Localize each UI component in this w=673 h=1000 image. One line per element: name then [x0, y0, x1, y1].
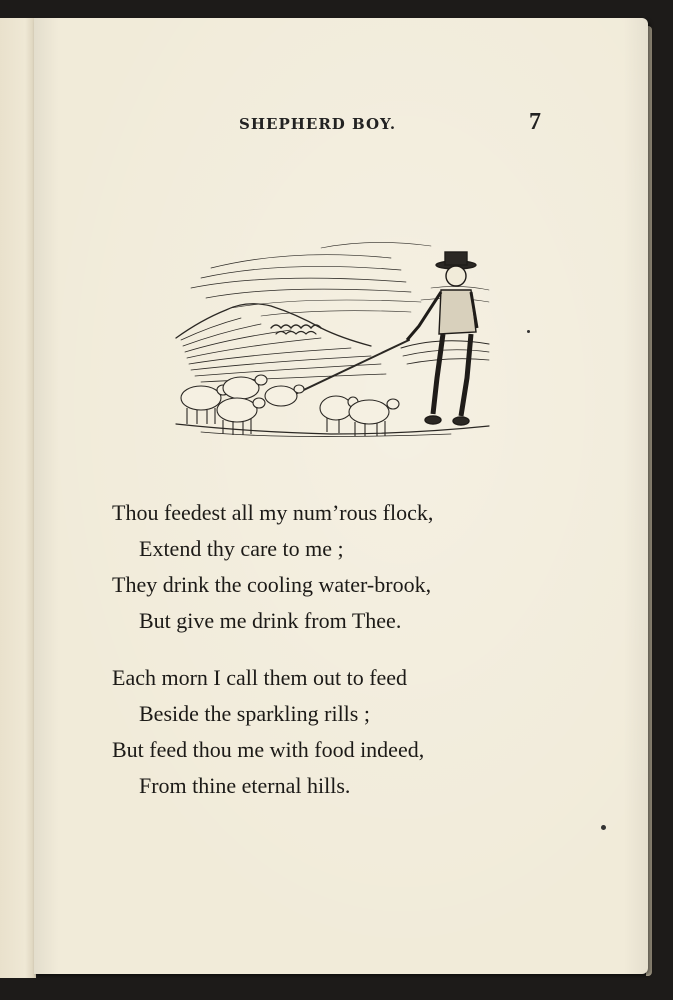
page-number: 7: [529, 109, 541, 135]
poem-line: Each morn I call them out to feed: [112, 665, 408, 690]
paper-speck: [527, 330, 530, 333]
running-title: SHEPHERD BOY.: [239, 115, 397, 133]
poem-stanza-1: [112, 495, 552, 639]
book-page: [34, 18, 648, 974]
shepherd-with-flock-engraving: [171, 228, 491, 450]
poem-line: They drink the cooling water-brook,: [112, 572, 432, 597]
poem-line: But give me drink from Thee.: [139, 608, 402, 633]
paper-speck: [601, 825, 606, 830]
poem-line: Thou feedest all my num’rous flock,: [112, 500, 434, 525]
poem-line: Beside the sparkling rills ;: [139, 701, 370, 726]
book-spread: [0, 18, 652, 978]
left-page-edge: [0, 18, 36, 978]
poem-stanza-2: [112, 660, 552, 804]
poem-line: Extend thy care to me ;: [139, 536, 344, 561]
poem-line: From thine eternal hills.: [139, 773, 351, 798]
poem-line: But feed thou me with food indeed,: [112, 737, 425, 762]
